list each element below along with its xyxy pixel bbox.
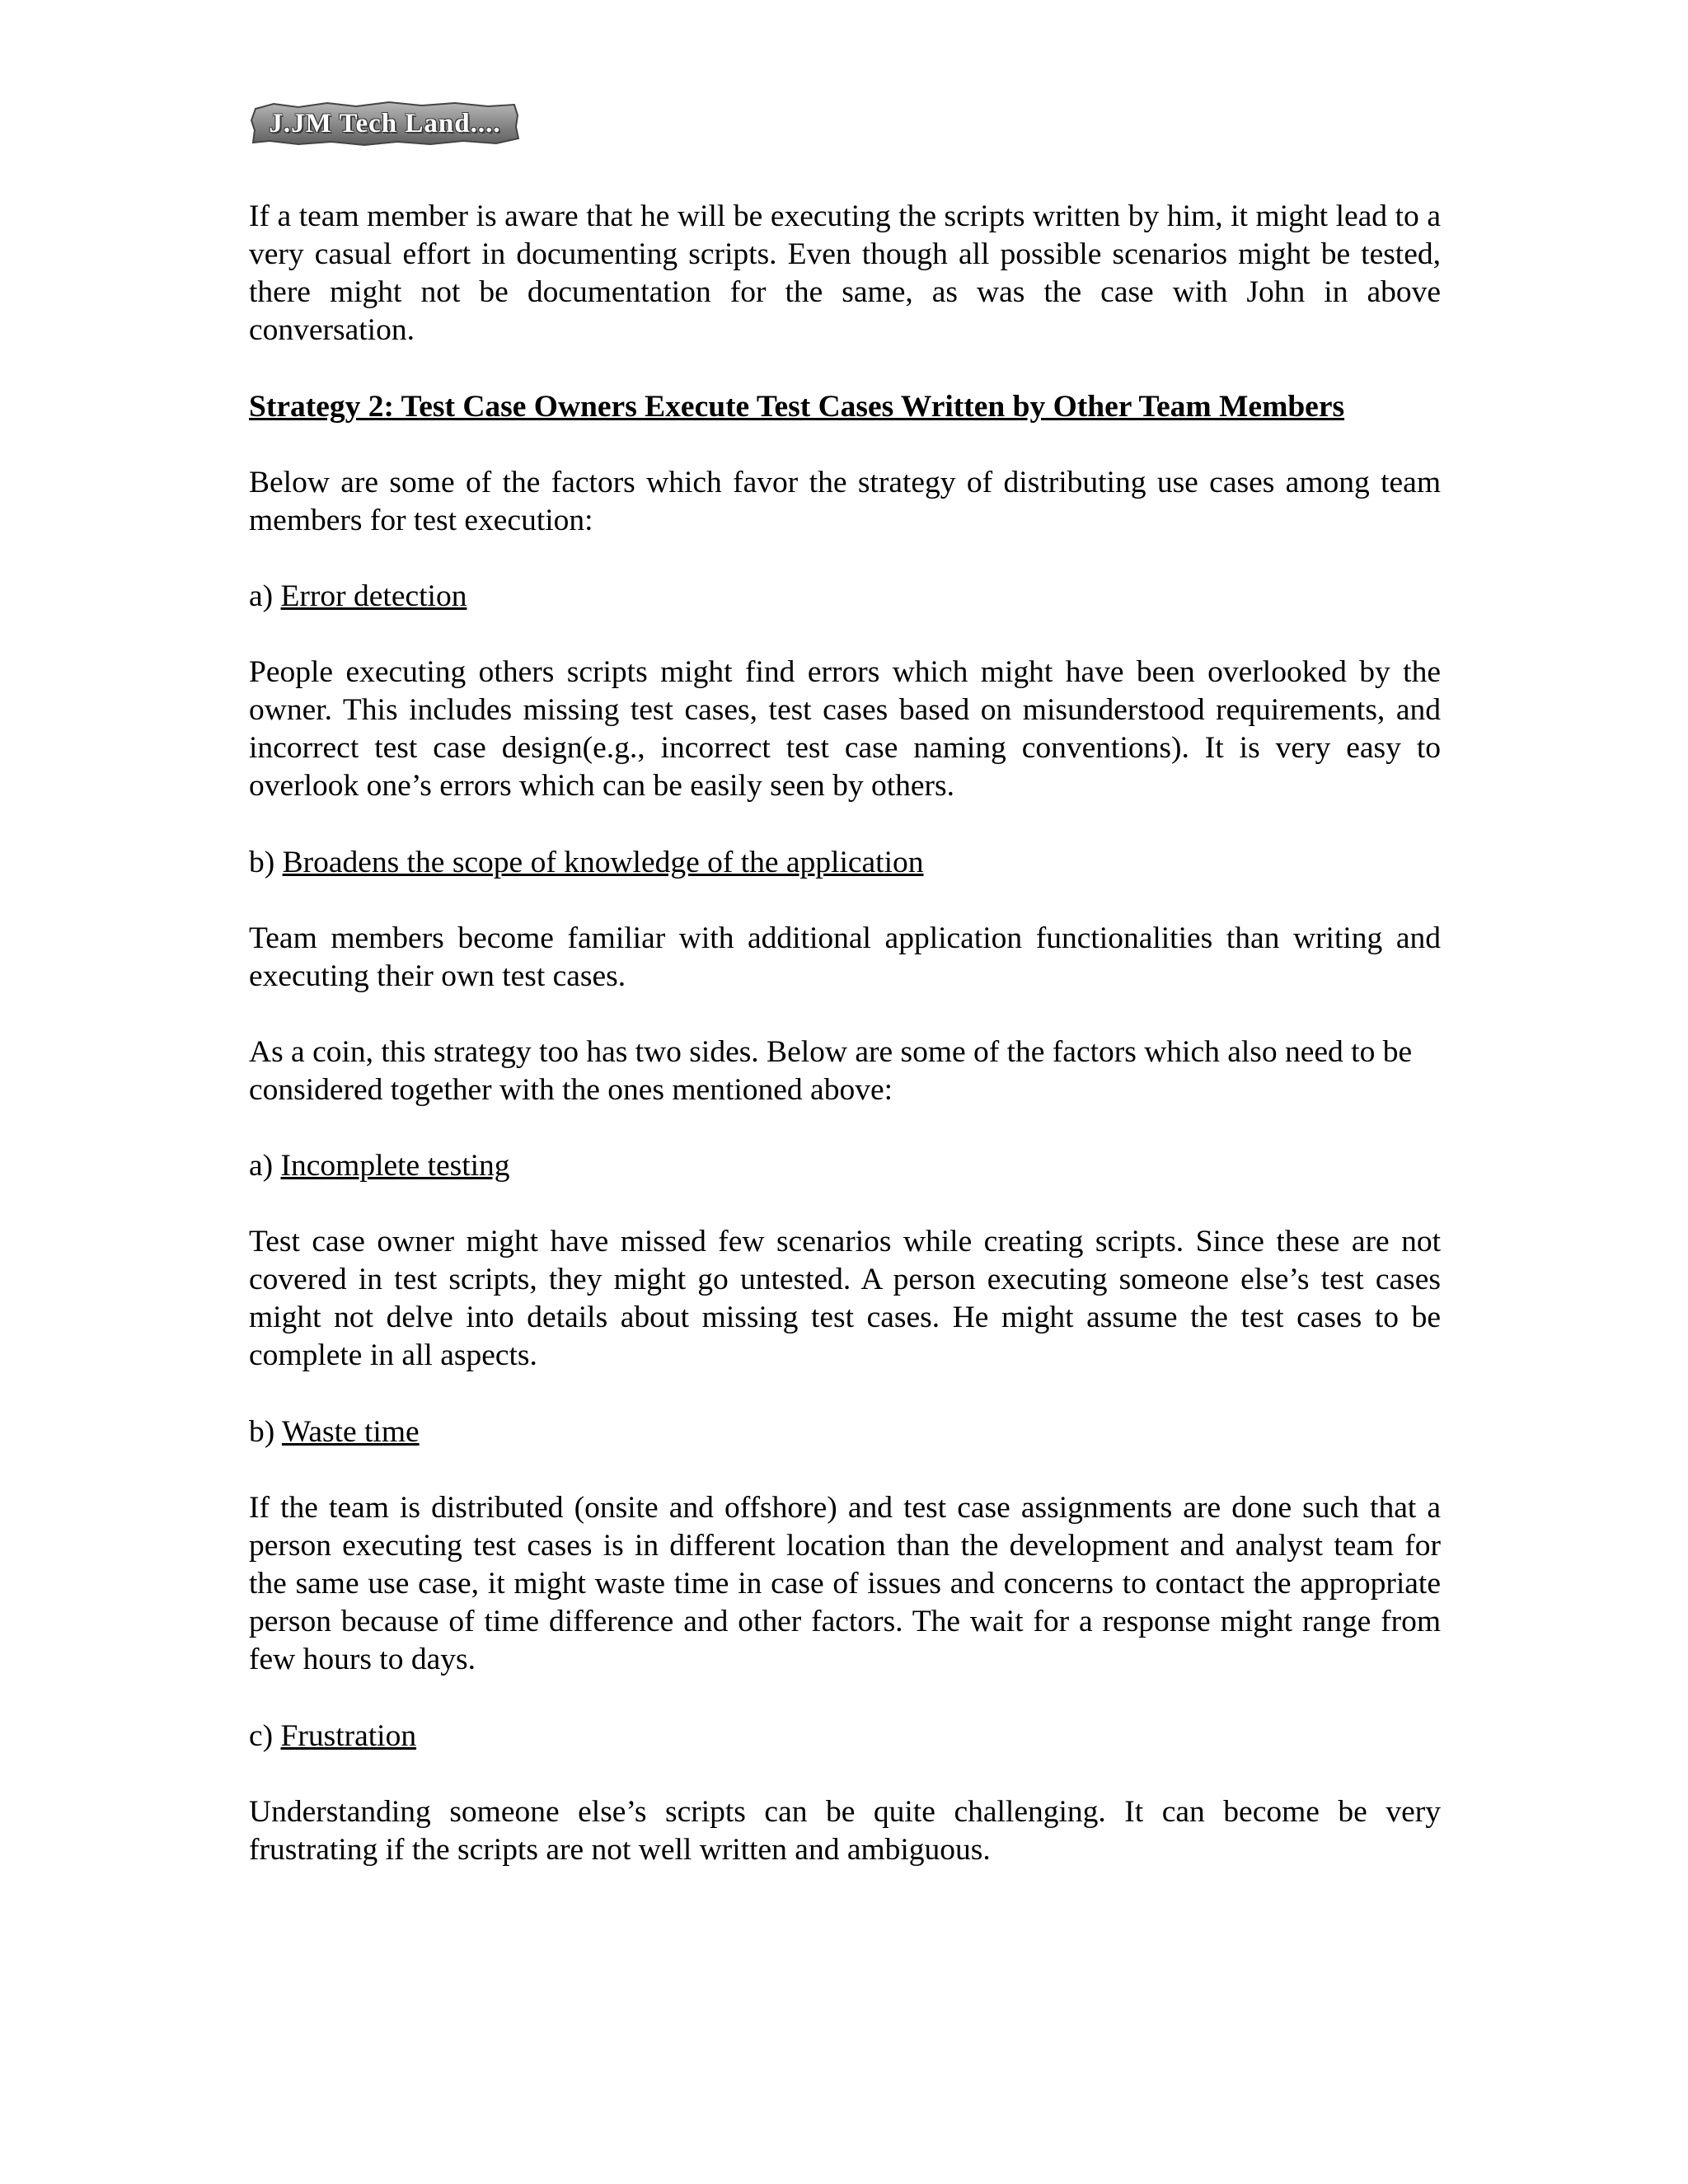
favor-item-body-broadens-scope: Team members become familiar with additional application functionalities than writing and executing their own test cases. bbox=[249, 921, 1441, 993]
item-marker: b) bbox=[249, 1415, 282, 1449]
against-item-heading-frustration bbox=[249, 1718, 416, 1755]
favor-item-heading-error-detection bbox=[249, 578, 467, 616]
favor-intro-paragraph: Below are some of the factors which favor the strategy of distributing use cases among team members for test execution: bbox=[249, 466, 1441, 537]
favor-item-body-error-detection: People executing others scripts might find errors which might have been overlooked by the owner. This includes missing test cases, test cases based on misunderstood requirements, and incorrect test case design(e.g., incorrect test case naming conventions). It is very easy to overlook one’s errors which can be easily seen by others. bbox=[249, 655, 1441, 803]
logo bbox=[249, 101, 521, 147]
favor-item-heading-broadens-scope bbox=[249, 844, 924, 882]
item-marker: a) bbox=[249, 579, 281, 613]
against-item-body-waste-time: If the team is distributed (onsite and offshore) and test case assignments are done such that a person executing test cases is in different location than the development and analyst team for the same use case, it might waste time in case of issues and concerns to contact the appropriate person because of time difference and other factors. The wait for a response might range from few hours to days. bbox=[249, 1491, 1441, 1676]
against-intro-paragraph: As a coin, this strategy too has two sides. Below are some of the factors which also need to be considered together with the ones mentioned above: bbox=[249, 1035, 1413, 1107]
item-marker: a) bbox=[249, 1149, 281, 1183]
strategy-heading: Strategy 2: Test Case Owners Execute Test Cases Written by Other Team Members bbox=[249, 390, 1345, 424]
item-marker: b) bbox=[249, 846, 283, 879]
item-title: Error detection bbox=[280, 579, 467, 613]
against-item-body-frustration: Understanding someone else’s scripts can be quite challenging. It can become be very frustrating if the scripts are not well written and ambiguous. bbox=[249, 1795, 1441, 1867]
item-title: Incomplete testing bbox=[280, 1149, 510, 1183]
item-title: Broadens the scope of knowledge of the application bbox=[282, 846, 924, 879]
intro-paragraph: If a team member is aware that he will be executing the scripts written by him, it might lead to a very casual effort in documenting scripts. Even though all possible scenarios might be tested, there might not be documentation for the same, as was the case with John in above conversation. bbox=[249, 199, 1441, 347]
against-item-heading-waste-time bbox=[249, 1413, 420, 1451]
item-title: Frustration bbox=[280, 1719, 417, 1753]
item-marker: c) bbox=[249, 1719, 281, 1753]
logo-text: J.JM Tech Land.... bbox=[269, 109, 501, 138]
item-title: Waste time bbox=[281, 1415, 420, 1449]
against-item-heading-incomplete-testing bbox=[249, 1147, 510, 1185]
against-item-body-incomplete-testing: Test case owner might have missed few scenarios while creating scripts. Since these are not covered in test scripts, they might go untested. A person executing someone else’s test cases might not delve into details about missing test cases. He might assume the test cases to be complete in all aspects. bbox=[249, 1225, 1441, 1372]
